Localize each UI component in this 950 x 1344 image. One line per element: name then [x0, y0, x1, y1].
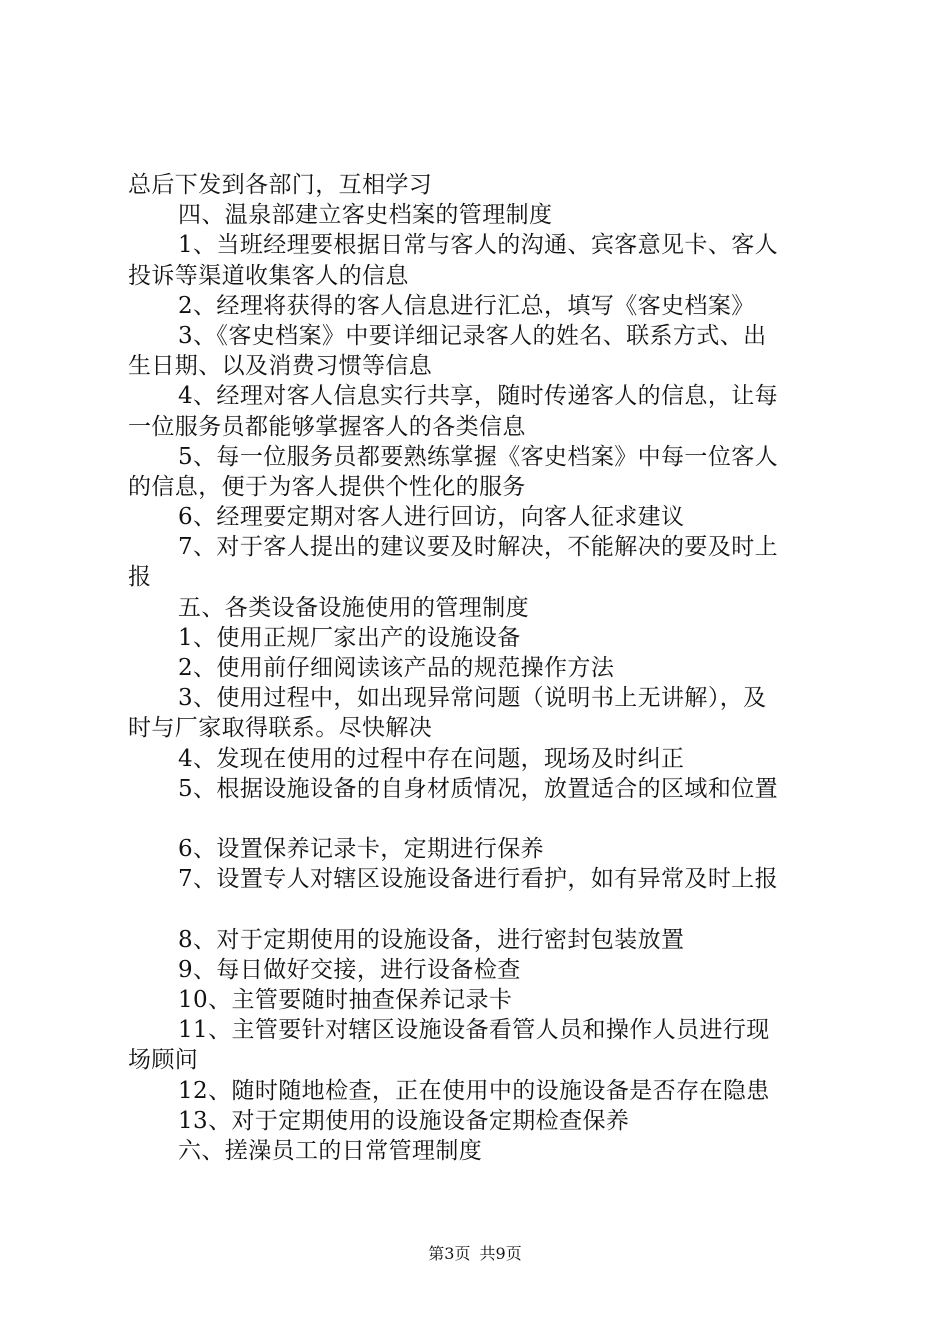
paragraph-line: 6、经理要定期对客人进行回访，向客人征求建议 [178, 504, 685, 531]
section-heading: 五、各类设备设施使用的管理制度 [178, 594, 529, 621]
paragraph-line: 投诉等渠道收集客人的信息 [128, 262, 409, 289]
paragraph-line: 5、根据设施设备的自身材质情况，放置适合的区域和位置 [178, 775, 779, 802]
blank-line [128, 804, 832, 834]
paragraph-line: 的信息，便于为客人提供个性化的服务 [128, 473, 526, 500]
paragraph-line: 7、设置专人对辖区设施设备进行看护，如有异常及时上报 [178, 866, 779, 893]
paragraph-line: 时与厂家取得联系。尽快解决 [128, 715, 433, 742]
paragraph-line: 9、每日做好交接，进行设备检查 [178, 956, 521, 983]
paragraph-line: 10、主管要随时抽查保养记录卡 [178, 987, 513, 1014]
paragraph-line: 1、当班经理要根据日常与客人的沟通、宾客意见卡、客人 [178, 232, 779, 259]
paragraph-line: 3、使用过程中，如出现异常问题（说明书上无讲解），及 [178, 685, 767, 712]
paragraph-line: 报 [128, 564, 152, 591]
paragraph-line: 一位服务员都能够掌握客人的各类信息 [128, 413, 526, 440]
section-heading: 六、搓澡员工的日常管理制度 [178, 1138, 483, 1164]
page-footer [0, 1243, 950, 1265]
paragraph-line: 生日期、以及消费习惯等信息 [128, 353, 433, 380]
page-number: 第3页 [428, 1244, 471, 1263]
paragraph-line: 总后下发到各部门，互相学习 [128, 172, 433, 198]
paragraph-line: 6、设置保养记录卡，定期进行保养 [178, 836, 545, 863]
blank-line [128, 895, 832, 925]
paragraph-line: 1、使用正规厂家出产的设施设备 [178, 624, 521, 651]
paragraph-line: 11、主管要针对辖区设施设备看管人员和操作人员进行现 [178, 1017, 770, 1044]
paragraph-line: 8、对于定期使用的设施设备，进行密封包装放置 [178, 926, 685, 953]
paragraph-line: 2、使用前仔细阅读该产品的规范操作方法 [178, 655, 615, 681]
paragraph-line: 12、随时随地检查，正在使用中的设施设备是否存在隐患 [178, 1077, 770, 1104]
paragraph-line: 4、发现在使用的过程中存在问题，现场及时纠正 [178, 745, 685, 772]
paragraph-line: 5、每一位服务员都要熟练掌握《客史档案》中每一位客人 [178, 443, 779, 470]
paragraph-line: 2、经理将获得的客人信息进行汇总，填写《客史档案》 [178, 292, 755, 319]
paragraph-line: 4、经理对客人信息实行共享，随时传递客人的信息，让每 [178, 383, 779, 410]
paragraph-line: 13、对于定期使用的设施设备定期检查保养 [178, 1107, 630, 1134]
section-heading: 四、温泉部建立客史档案的管理制度 [178, 202, 553, 229]
paragraph-line: 7、对于客人提出的建议要及时解决，不能解决的要及时上 [178, 534, 779, 561]
paragraph-line: 场顾问 [128, 1047, 199, 1074]
document-body [128, 170, 832, 1166]
page-total: 共9页 [479, 1244, 522, 1263]
paragraph-line: 3、《客史档案》中要详细记录客人的姓名、联系方式、出 [178, 322, 767, 349]
